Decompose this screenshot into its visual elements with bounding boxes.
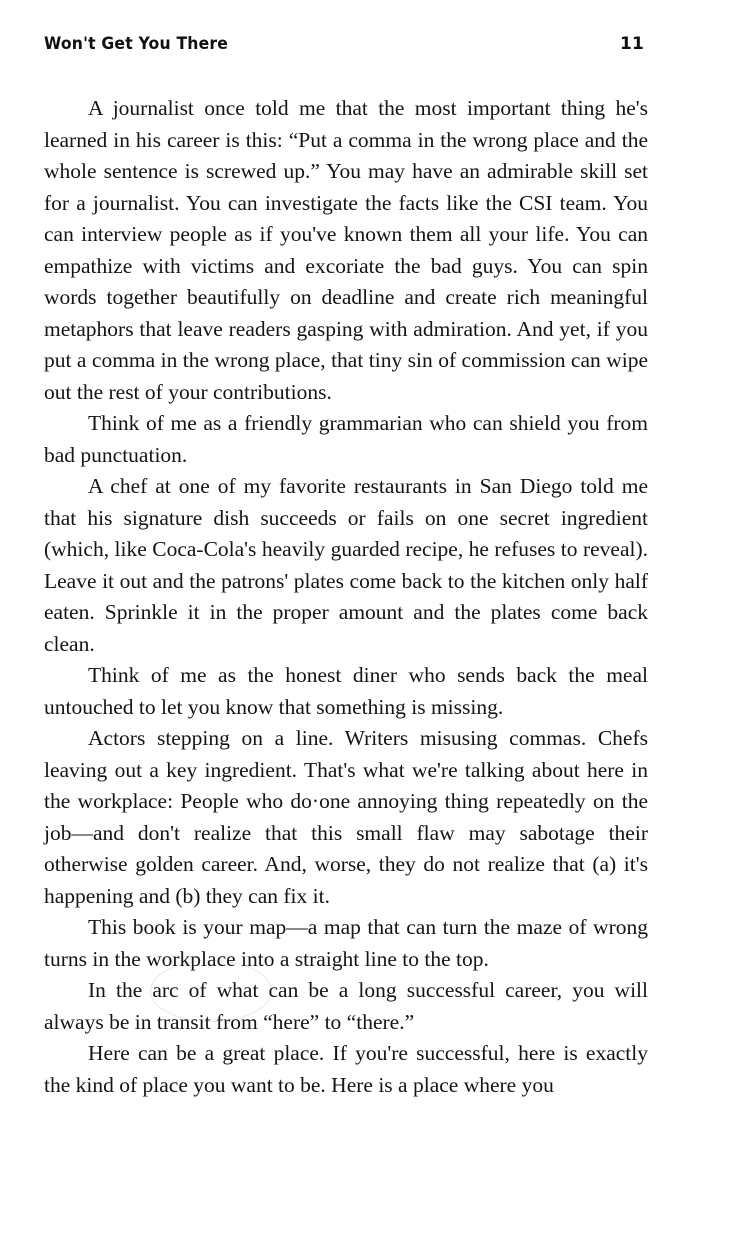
paragraph: In the arc of what can be a long successful career, you will always be in transit from “here” to “there.” bbox=[44, 978, 648, 1034]
paragraph: A chef at one of my favorite restaurants in San Diego told me that his signature dish succeeds or fails on one secret ingredient (which, like Coca-Cola's heavily guarded recipe, he refuses to reveal). Leave it out and the patrons' plates come back to the kitchen only half eaten. Sprinkle it in the proper amount and the plates come back clean. bbox=[44, 474, 648, 656]
running-title: Won't Get You There bbox=[44, 34, 229, 54]
body-text bbox=[44, 93, 648, 1101]
paragraph: A journalist once told me that the most important thing he's learned in his career is this: “Put a comma in the wrong place and the whole sentence is screwed up.” You may have an admirable skill set for a journalist. You can investigate the facts like the CSI team. You can interview people as if you've known them all your life. You can empathize with victims and excoriate the bad guys. You can spin words together beautifully on deadline and create rich meaningful metaphors that leave readers gasping with admiration. And yet, if you put a comma in the wrong place, that tiny sin of commission can wipe out the rest of your contributions. bbox=[44, 96, 648, 404]
paragraph: Actors stepping on a line. Writers misusing commas. Chefs leaving out a key ingredient. That's what we're talking about here in the workplace: People who do·one annoying thing repeatedly on the job—and don't realize that this small flaw may sabotage their otherwise golden career. And, worse, they do not realize that (a) it's happening and (b) they can fix it. bbox=[44, 726, 648, 908]
paragraph: Here can be a great place. If you're successful, here is exactly the kind of place you want to be. Here is a place where you bbox=[44, 1041, 648, 1097]
running-head bbox=[44, 34, 644, 60]
paragraph: Think of me as the honest diner who sends back the meal untouched to let you know that something is missing. bbox=[44, 663, 648, 719]
paragraph: Think of me as a friendly grammarian who can shield you from bad punctuation. bbox=[44, 411, 648, 467]
page-number: 11 bbox=[619, 34, 644, 54]
paragraph: This book is your map—a map that can turn the maze of wrong turns in the workplace into a straight line to the top. bbox=[44, 915, 648, 971]
